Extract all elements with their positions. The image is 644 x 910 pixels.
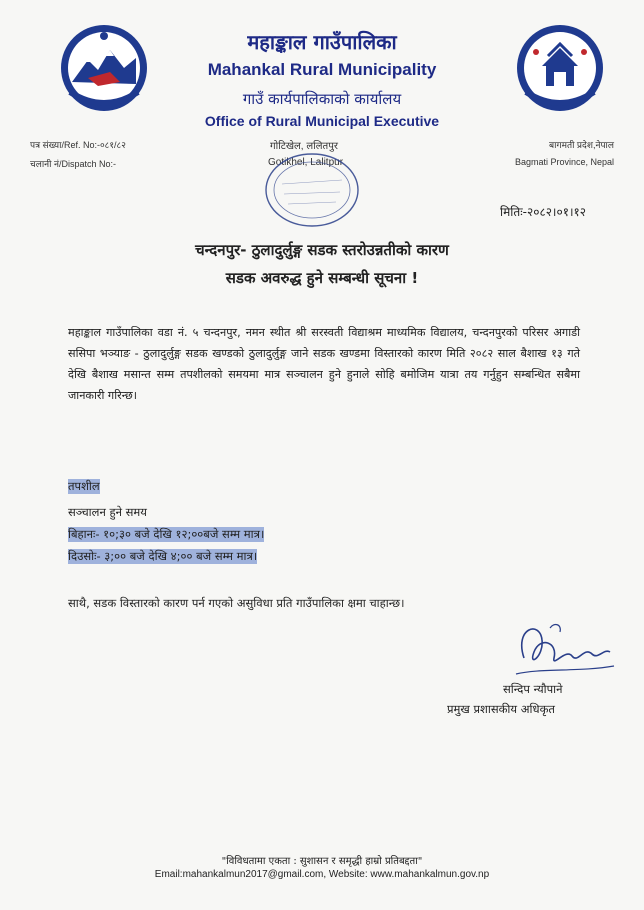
letter-date: मितिः-२०८२।०१।१२	[499, 205, 586, 219]
ref-number: पत्र संख्या/Ref. No:-०८१/८२	[30, 140, 126, 150]
signatory-name: सन्दिप न्यौपाने	[503, 682, 563, 696]
subject-line-2: सडक अवरुद्ध हुने सम्बन्धी सूचना !	[225, 269, 419, 287]
dispatch-number: चलानी नं/Dispatch No:-	[30, 159, 116, 169]
municipality-emblem-right-icon	[514, 22, 606, 114]
handwritten-signature-icon	[510, 618, 620, 682]
schedule-subheading: सञ्चालन हुने समय	[68, 505, 147, 519]
location-np: गोटिखेल, ललितपुर	[270, 141, 338, 152]
schedule-morning: बिहानः- १०;३० बजे देखि १२;००बजे सम्म मात्र।	[68, 527, 265, 541]
schedule-heading: तपशील	[68, 479, 100, 493]
office-title-np: गाउँ कार्यपालिकाको कार्यालय	[242, 90, 402, 108]
office-title-en: Office of Rural Municipal Executive	[204, 113, 440, 129]
office-stamp-icon	[262, 150, 362, 230]
location-en: Gotikhel, Lalitpur	[268, 157, 344, 168]
footer-contact: Email:mahankalmun2017@gmail.com, Website: www.mahankalmun.gov.np	[154, 869, 490, 880]
signatory-title: प्रमुख प्रशासकीय अधिकृत	[447, 702, 555, 716]
province-np: बागमती प्रदेश,नेपाल	[549, 140, 614, 150]
closing-statement: साथै, सडक विस्तारको कारण पर्न गएको असुविधा प्रति गाउँपालिका क्षमा चाहान्छ।	[68, 596, 405, 610]
footer-motto: "विविधतामा एकता : सुशासन र समृद्धी हाम्रो प्रतिबद्दता"	[221, 856, 423, 867]
municipality-title-en: Mahankal Rural Municipality	[207, 60, 437, 79]
notice-body-paragraph: महाङ्काल गाउँपालिका वडा नं. ५ चन्दनपुर, नमन स्थीत श्री सरस्वती विद्याश्रम माध्यमिक विद्यालय, चन्दनपुरको परिसर अगाडी ससिपा भञ्याङ - ठुलादुर्लुङ्ग सडक खण्डको ठुलादुर्लुङ्ग जाने सडक खण्डमा विस्तारको कारण मिति २०८२ साल बैशाख १३ गते देखि बैशाख मसान्त सम्म तपशीलको समयमा मात्र सञ्चालन हुने हुनाले सोहि बमोजिम यात्रा तय गर्नुहुन सम्बन्धित सबैमा जानकारी गरिन्छ।	[68, 326, 580, 402]
subject-line-1: चन्दनपुर- ठुलादुर्लुङ्ग सडक स्तरोउन्नतीको कारण	[195, 241, 449, 259]
municipality-title-np: महाङ्काल गाउँपालिका	[247, 30, 397, 54]
schedule-afternoon: दिउसोः- ३;०० बजे देखि ४;०० बजे सम्म मात्र।	[68, 549, 258, 563]
province-en: Bagmati Province, Nepal	[514, 157, 614, 167]
